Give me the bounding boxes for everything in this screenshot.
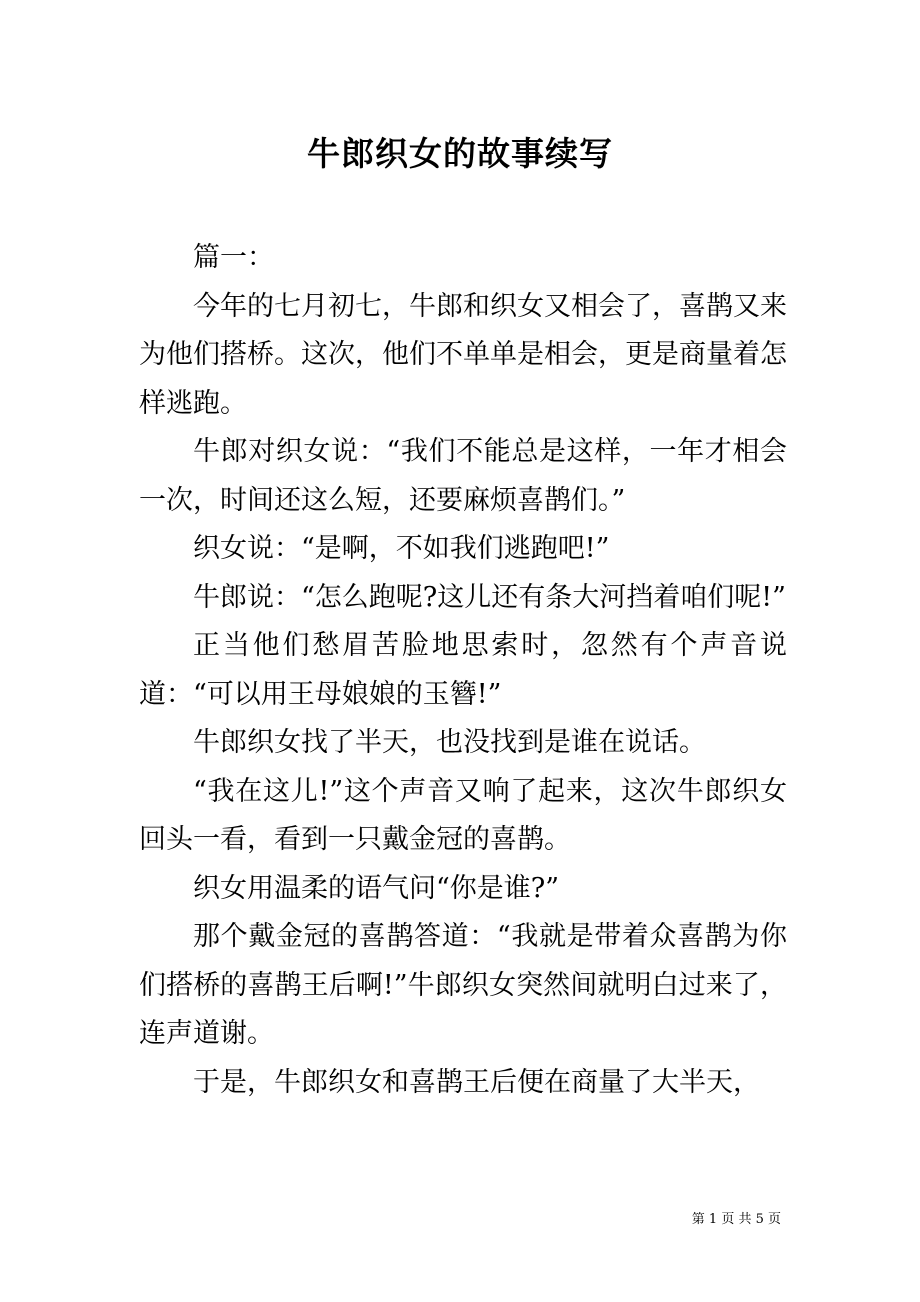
paragraph: “我在这儿!”这个声音又响了起来，这次牛郎织女回头一看，看到一只戴金冠的喜鹊。	[139, 775, 787, 855]
paragraph: 织女用温柔的语气问“你是谁?”	[193, 872, 560, 904]
paragraph: 那个戴金冠的喜鹊答道：“我就是带着众喜鹊为你们搭桥的喜鹊王后啊!”牛郎织女突然间就明白过来了，连声道谢。	[139, 921, 787, 1049]
paragraph: 篇一：	[193, 242, 274, 273]
document-title: 牛郎织女的故事续写	[307, 134, 613, 173]
paragraph: 正当他们愁眉苦脸地思索时，忽然有个声音说道：“可以用王母娘娘的玉簪!”	[139, 630, 787, 710]
document-body	[139, 234, 787, 1107]
paragraph: 织女说：“是啊，不如我们逃跑吧!”	[193, 533, 610, 564]
paragraph: 今年的七月初七，牛郎和织女又相会了，喜鹊又来为他们搭桥。这次，他们不单单是相会，更是商量着怎样逃跑。	[139, 290, 787, 419]
paragraph: 牛郎对织女说：“我们不能总是这样，一年才相会一次，时间还这么短，还要麻烦喜鹊们。”	[139, 436, 787, 516]
page-number-footer: 第 1 页 共 5 页	[691, 1212, 781, 1227]
paragraph: 牛郎说：“怎么跑呢?这儿还有条大河挡着咱们呢!”	[193, 581, 786, 613]
paragraph: 牛郎织女找了半天，也没找到是谁在说话。	[193, 727, 706, 758]
paragraph: 于是，牛郎织女和喜鹊王后便在商量了大半天，	[193, 1066, 760, 1098]
